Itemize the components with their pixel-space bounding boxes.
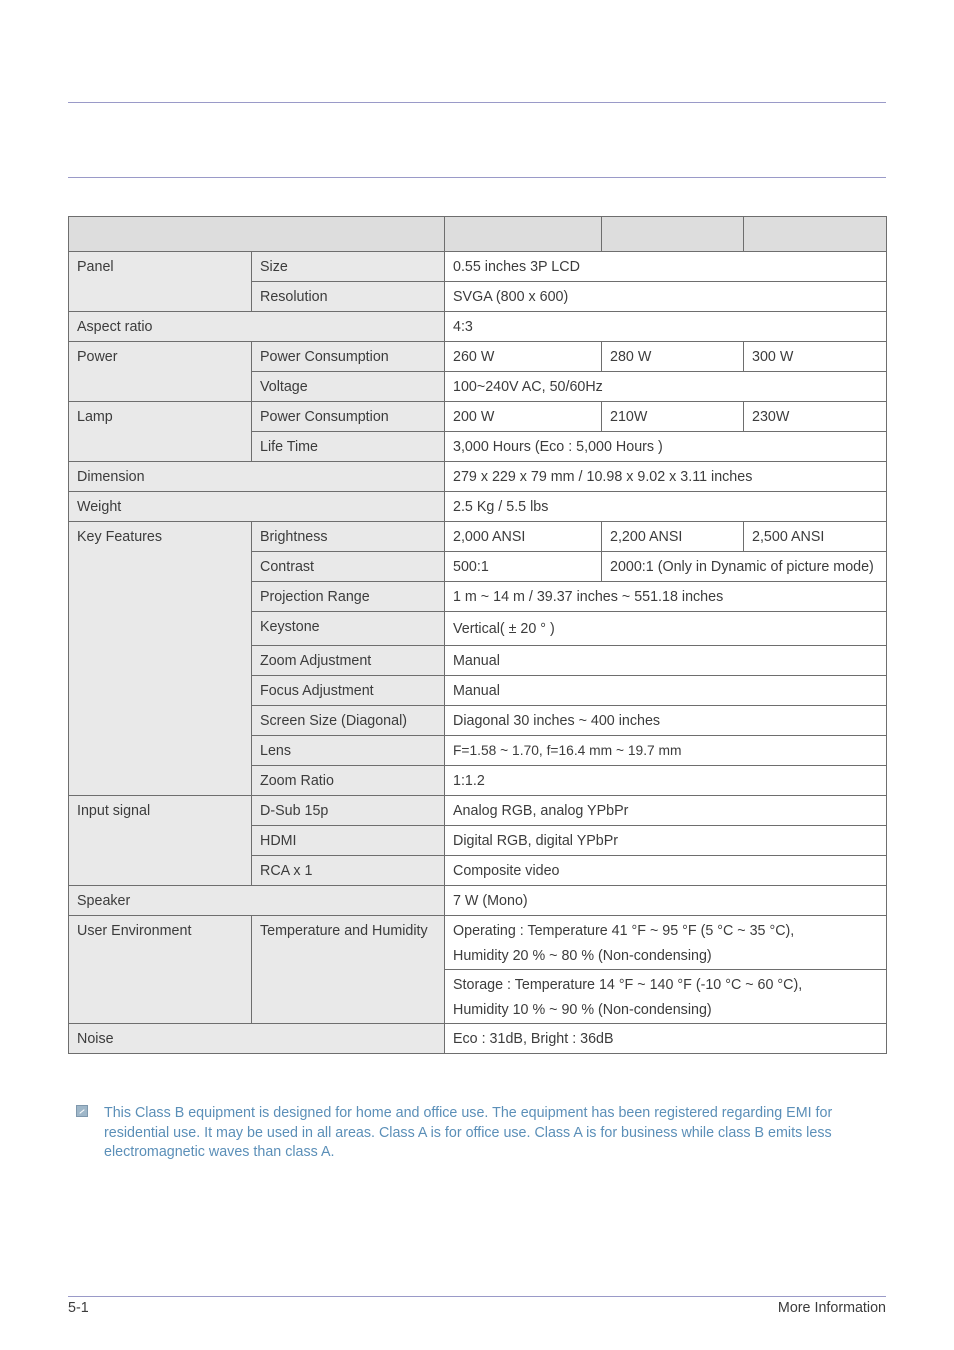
value-lamp-consumption: 200 W: [445, 402, 602, 432]
value-contrast: 2000:1 (Only in Dynamic of picture mode): [602, 552, 887, 582]
header-cell: [445, 217, 602, 252]
operating-line: Operating : Temperature 41 °F ~ 95 °F (5 °C ~ 35 °C),: [453, 923, 795, 939]
value-speaker: 7 W (Mono): [445, 886, 887, 916]
value-noise: Eco : 31dB, Bright : 36dB: [445, 1024, 887, 1054]
storage-line: Humidity 10 % ~ 90 % (Non-condensing): [453, 1002, 712, 1018]
note-text: This Class B equipment is designed for home and office use. The equipment has been registered regarding EMI for residential use. It may be used in all areas. Class A is for office use. Class A is for business while class B emits less electromagnetic waves than class A.: [104, 1105, 833, 1160]
sub-label-zoom-ratio: Zoom Ratio: [252, 766, 445, 796]
row-label-power: Power: [69, 342, 252, 402]
specification-table: [68, 216, 887, 1054]
value-contrast: 500:1: [445, 552, 602, 582]
table-row: [69, 252, 887, 282]
row-label-key-features: Key Features: [69, 522, 252, 796]
sub-label-resolution: Resolution: [252, 282, 445, 312]
sub-label-zoom-adjustment: Zoom Adjustment: [252, 646, 445, 676]
operating-line: Humidity 20 % ~ 80 % (Non-condensing): [453, 948, 712, 964]
note-icon: [76, 1105, 88, 1117]
value-zoom-ratio: 1:1.2: [445, 766, 887, 796]
row-label-panel: Panel: [69, 252, 252, 312]
value-rca: Composite video: [445, 856, 887, 886]
value-brightness: 2,500 ANSI: [744, 522, 887, 552]
value-voltage: 100~240V AC, 50/60Hz: [445, 372, 887, 402]
table-row: [69, 492, 887, 522]
value-screen-size: Diagonal 30 inches ~ 400 inches: [445, 706, 887, 736]
row-label-aspect-ratio: Aspect ratio: [69, 312, 445, 342]
sub-label-voltage: Voltage: [252, 372, 445, 402]
row-label-lamp: Lamp: [69, 402, 252, 462]
table-row: [69, 886, 887, 916]
value-focus-adjustment: Manual: [445, 676, 887, 706]
footer-rule: [68, 1296, 886, 1297]
table-row: [69, 916, 887, 970]
row-label-weight: Weight: [69, 492, 445, 522]
header-bottom-rule: [68, 177, 886, 178]
value-weight: 2.5 Kg / 5.5 lbs: [445, 492, 887, 522]
value-brightness: 2,200 ANSI: [602, 522, 744, 552]
row-label-noise: Noise: [69, 1024, 445, 1054]
value-life-time: 3,000 Hours (Eco : 5,000 Hours ): [445, 432, 887, 462]
row-label-speaker: Speaker: [69, 886, 445, 916]
value-power-consumption: 300 W: [744, 342, 887, 372]
sub-label-life-time: Life Time: [252, 432, 445, 462]
value-dsub: Analog RGB, analog YPbPr: [445, 796, 887, 826]
sub-label-rca: RCA x 1: [252, 856, 445, 886]
table-row: [69, 342, 887, 372]
value-storage: [445, 970, 887, 1024]
table-row: [69, 312, 887, 342]
row-label-input-signal: Input signal: [69, 796, 252, 886]
value-lamp-consumption: 210W: [602, 402, 744, 432]
value-dimension: 279 x 229 x 79 mm / 10.98 x 9.02 x 3.11 inches: [445, 462, 887, 492]
header-top-rule: [68, 102, 886, 103]
value-keystone: Vertical( ± 20 ° ): [445, 612, 887, 646]
sub-label-hdmi: HDMI: [252, 826, 445, 856]
sub-label-lens: Lens: [252, 736, 445, 766]
value-power-consumption: 260 W: [445, 342, 602, 372]
header-cell: [69, 217, 445, 252]
table-row: [69, 1024, 887, 1054]
header-cell: [744, 217, 887, 252]
value-power-consumption: 280 W: [602, 342, 744, 372]
value-operating: [445, 916, 887, 970]
storage-line: Storage : Temperature 14 °F ~ 140 °F (-10 °C ~ 60 °C),: [453, 977, 803, 993]
table-row: [69, 796, 887, 826]
page-number: 5-1: [68, 1300, 89, 1316]
sub-label-brightness: Brightness: [252, 522, 445, 552]
value-lens: F=1.58 ~ 1.70, f=16.4 mm ~ 19.7 mm: [445, 736, 887, 766]
sub-label-keystone: Keystone: [252, 612, 445, 646]
header-cell: [602, 217, 744, 252]
sub-label-lamp-consumption: Power Consumption: [252, 402, 445, 432]
row-label-dimension: Dimension: [69, 462, 445, 492]
value-hdmi: Digital RGB, digital YPbPr: [445, 826, 887, 856]
value-resolution: SVGA (800 x 600): [445, 282, 887, 312]
sub-label-temperature-humidity: Temperature and Humidity: [252, 916, 445, 1024]
value-projection-range: 1 m ~ 14 m / 39.37 inches ~ 551.18 inches: [445, 582, 887, 612]
value-zoom-adjustment: Manual: [445, 646, 887, 676]
value-aspect-ratio: 4:3: [445, 312, 887, 342]
table-header-row: [69, 217, 887, 252]
footer-section-title: More Information: [777, 1300, 886, 1316]
value-brightness: 2,000 ANSI: [445, 522, 602, 552]
table-row: [69, 522, 887, 552]
sub-label-projection-range: Projection Range: [252, 582, 445, 612]
sub-label-power-consumption: Power Consumption: [252, 342, 445, 372]
sub-label-screen-size: Screen Size (Diagonal): [252, 706, 445, 736]
sub-label-focus-adjustment: Focus Adjustment: [252, 676, 445, 706]
sub-label-size: Size: [252, 252, 445, 282]
table-row: [69, 402, 887, 432]
value-size: 0.55 inches 3P LCD: [445, 252, 887, 282]
class-b-note: [76, 1104, 866, 1163]
sub-label-contrast: Contrast: [252, 552, 445, 582]
table-row: [69, 462, 887, 492]
sub-label-dsub: D-Sub 15p: [252, 796, 445, 826]
row-label-user-environment: User Environment: [69, 916, 252, 1024]
value-lamp-consumption: 230W: [744, 402, 887, 432]
